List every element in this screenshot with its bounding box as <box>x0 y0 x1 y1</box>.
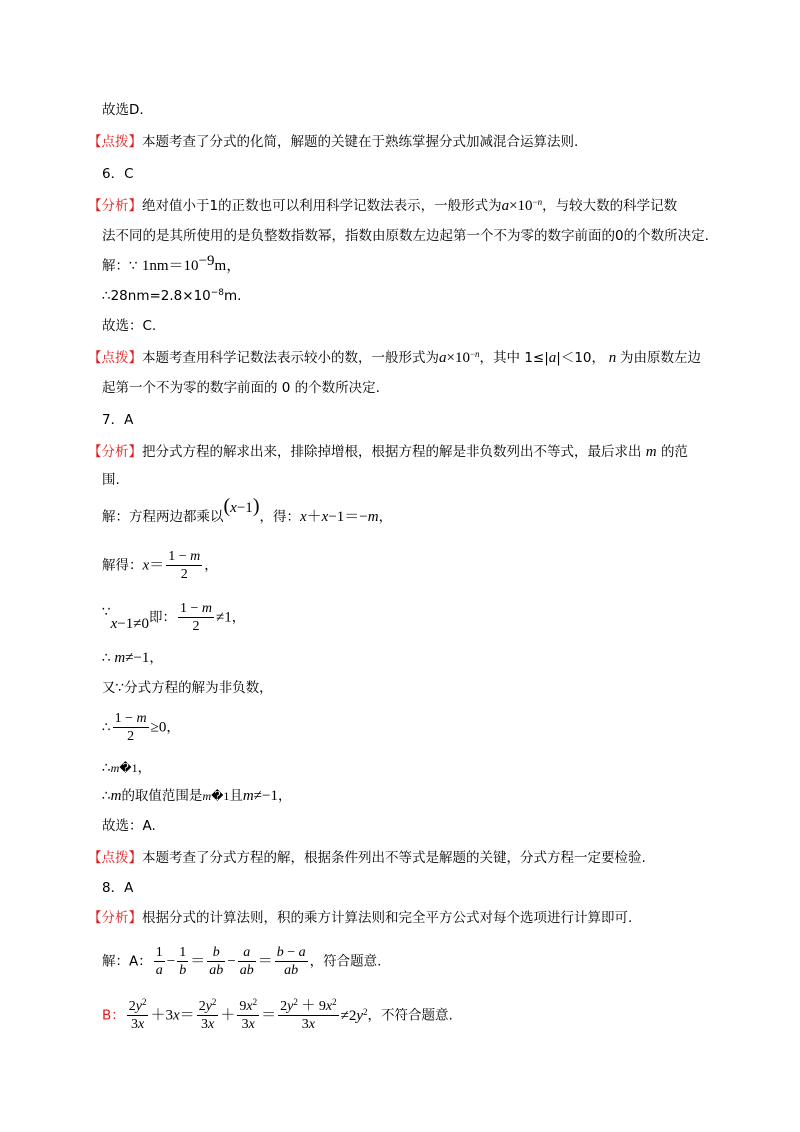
text-line <box>102 378 380 398</box>
formula: m. <box>224 288 242 304</box>
analysis-line <box>88 196 677 216</box>
solution-text: ， <box>277 788 292 804</box>
solution-line <box>102 786 291 806</box>
formula: ∴28nm=2.8×10 <box>102 288 211 304</box>
tip-tag: 【点拨】 <box>88 134 142 150</box>
text-line <box>102 316 156 336</box>
solution-text: 即： <box>148 609 176 626</box>
text-line <box>102 226 709 246</box>
text-line <box>102 816 156 836</box>
formula-broken: m�1 <box>202 789 230 803</box>
fraction: $\frac{1 - m}{2}$ <box>168 549 201 582</box>
fraction: $\frac{1 - m}{2}$ <box>114 711 147 744</box>
tip-line <box>88 348 701 368</box>
solution-line: 解得：x＝ $\frac{1 - m}{2}$ ， <box>102 549 218 582</box>
tip-text: ，其中 1≤| <box>479 350 549 366</box>
question-number: 7．A <box>102 412 134 428</box>
tip-text: 本题考查了分式方程的解，根据条件列出不等式是解题的关键，分式方程一定要检验. <box>142 850 646 866</box>
fraction: $\frac{2y^2}{3x}$ <box>128 997 147 1032</box>
solution-text: ，符合题意. <box>309 953 382 970</box>
solution-line: ∴ $\frac{1 - m}{2}$ ≥0， <box>102 711 180 744</box>
because-symbol: ∵ <box>102 603 111 620</box>
formula: (x−1) <box>223 495 260 517</box>
tip-tag: 【点拨】 <box>88 850 142 866</box>
text-line: $\therefore 28nm=2.8\times 10^{-8}m$. <box>102 288 242 304</box>
therefore-symbol: ∴ <box>102 760 111 776</box>
fraction: $\frac{b - a}{ab}$ <box>276 945 306 978</box>
solution-line: 解：∵ $1nm=10^{-9}m$， <box>102 253 242 274</box>
because-symbol: ∵ <box>129 258 138 274</box>
fraction: $\frac{2y^2}{3x}$ <box>198 997 217 1032</box>
tip-text: 本题考查了分式的化简，解题的关键在于熟练掌握分式加减混合运算法则. <box>142 134 579 150</box>
solution-line <box>102 495 393 527</box>
formula: m≠−1 <box>242 788 278 804</box>
solution-text: ， <box>231 609 246 626</box>
fraction: $\frac{1}{b}$ <box>179 945 187 978</box>
question-6 <box>102 164 134 184</box>
formula: m， <box>214 258 242 274</box>
solution-line: 解：A： $\frac{1}{a}$ − $\frac{1}{b}$ ＝ $\frac{b}{ab}$ − $\frac{a}{ab}$ ＝ $\frac{b - a}{ab}$ ，符合题意. <box>102 945 382 978</box>
solution-text: ，得： <box>259 509 300 525</box>
tip-text: 起第一个不为零的数字前面的 0 的个数所决定. <box>102 380 380 396</box>
tip-line <box>88 848 646 868</box>
formula: m≠−1 <box>114 650 150 666</box>
text-line <box>102 470 120 490</box>
analysis-text: 把分式方程的解求出来，排除掉增根，根据方程的解是非负数列出不等式，最后求出 <box>142 444 642 460</box>
tip-text: |＜10， <box>556 350 606 366</box>
formula: x−1≠0 <box>110 615 149 632</box>
analysis-line <box>88 908 632 928</box>
analysis-text: 根据分式的计算法则，积的乘方计算法则和完全平方公式对每个选项进行计算即可. <box>142 910 633 926</box>
analysis-text: 围. <box>102 472 120 488</box>
analysis-tag: 【分析】 <box>88 910 142 926</box>
fraction: $\frac{b}{ab}$ <box>209 945 224 978</box>
analysis-tag: 【分析】 <box>88 198 142 214</box>
var-a: a <box>548 350 557 366</box>
analysis-text: ，与较大数的科学记数 <box>542 198 678 214</box>
tip-tag: 【点拨】 <box>88 350 142 366</box>
solution-text: ， <box>166 719 180 736</box>
fraction: $\frac{1}{a}$ <box>155 945 163 978</box>
solution-text: 且 <box>229 788 243 804</box>
solution-text: 解得： <box>102 557 143 574</box>
formula-a10n: $a\times 10^{-n}$ <box>439 349 480 366</box>
fraction: $\frac{2y^2 + 9x^2}{3x}$ <box>280 997 337 1032</box>
solution-line: ∴m�1， <box>102 760 152 776</box>
answer-c: 故选：C. <box>102 318 157 334</box>
solution-text: ， <box>378 509 393 525</box>
answer-d: 故选D. <box>102 102 144 118</box>
text-line <box>102 100 144 120</box>
solution-line: ∵x−1≠0即： $\frac{1 - m}{2}$ ≠1， <box>102 601 246 634</box>
solution-line: B： $\frac{2y^2}{3x}$ ＋3x＝ $\frac{2y^2}{3x}$ ＋ $\frac{9x^2}{3x}$ ＝ $\frac{2y^2 + 9x^2}{3x}$ $\ne 2y^2$，不符合题意. <box>102 997 453 1032</box>
analysis-tag: 【分析】 <box>88 444 142 460</box>
solution-text: 解：A： <box>102 953 152 970</box>
fraction: $\frac{a}{ab}$ <box>239 945 254 978</box>
solution-text: 的取值范围是 <box>121 788 203 804</box>
question-number: 8．A <box>102 880 134 896</box>
var-m: m <box>645 444 657 460</box>
fraction: $\frac{1 - m}{2}$ <box>179 601 212 634</box>
solution-text: 又∵分式方程的解为非负数， <box>102 680 273 696</box>
text-line <box>102 678 273 698</box>
option-b-label: B： <box>102 1007 125 1024</box>
tip-text: 本题考查用科学记数法表示较小的数，一般形式为 <box>142 350 439 366</box>
formula-a10n: $a\times 10^{-n}$ <box>501 197 543 214</box>
tip-line <box>88 132 578 152</box>
question-7 <box>102 410 133 430</box>
solution-line <box>102 648 163 668</box>
therefore-symbol: ∴ <box>102 719 111 736</box>
analysis-text: 绝对值小于1的正数也可以利用科学记数法表示，一般形式为 <box>142 198 502 214</box>
formula-broken: m�1 <box>110 761 138 775</box>
solution-text: ，不符合题意. <box>367 1007 453 1024</box>
question-8 <box>102 878 133 898</box>
var-n: n <box>605 350 621 366</box>
solution-label: 解： <box>102 258 129 274</box>
question-number: 6．C <box>102 166 134 182</box>
analysis-line <box>88 442 688 462</box>
solution-text: 解：方程两边都乘以 <box>102 509 224 525</box>
answer-a: 故选：A. <box>102 818 156 834</box>
solution-text: ， <box>204 557 218 574</box>
therefore-symbol: ∴ <box>102 650 111 666</box>
formula: 1nm＝10 <box>141 258 199 274</box>
fraction: $\frac{9x^2}{3x}$ <box>239 997 258 1032</box>
var-m: m <box>110 788 122 804</box>
formula: x <box>142 557 150 574</box>
formula: x＋x−1＝−m <box>299 509 379 525</box>
solution-text: ， <box>149 650 163 666</box>
tip-text: 为由原数左边 <box>620 350 702 366</box>
therefore-symbol: ∴ <box>102 788 111 804</box>
analysis-text: 法不同的是其所使用的是负整数指数幂，指数由原数左边起第一个不为零的数字前面的0的个数所决定. <box>102 228 709 244</box>
analysis-text: 的范 <box>660 444 688 460</box>
